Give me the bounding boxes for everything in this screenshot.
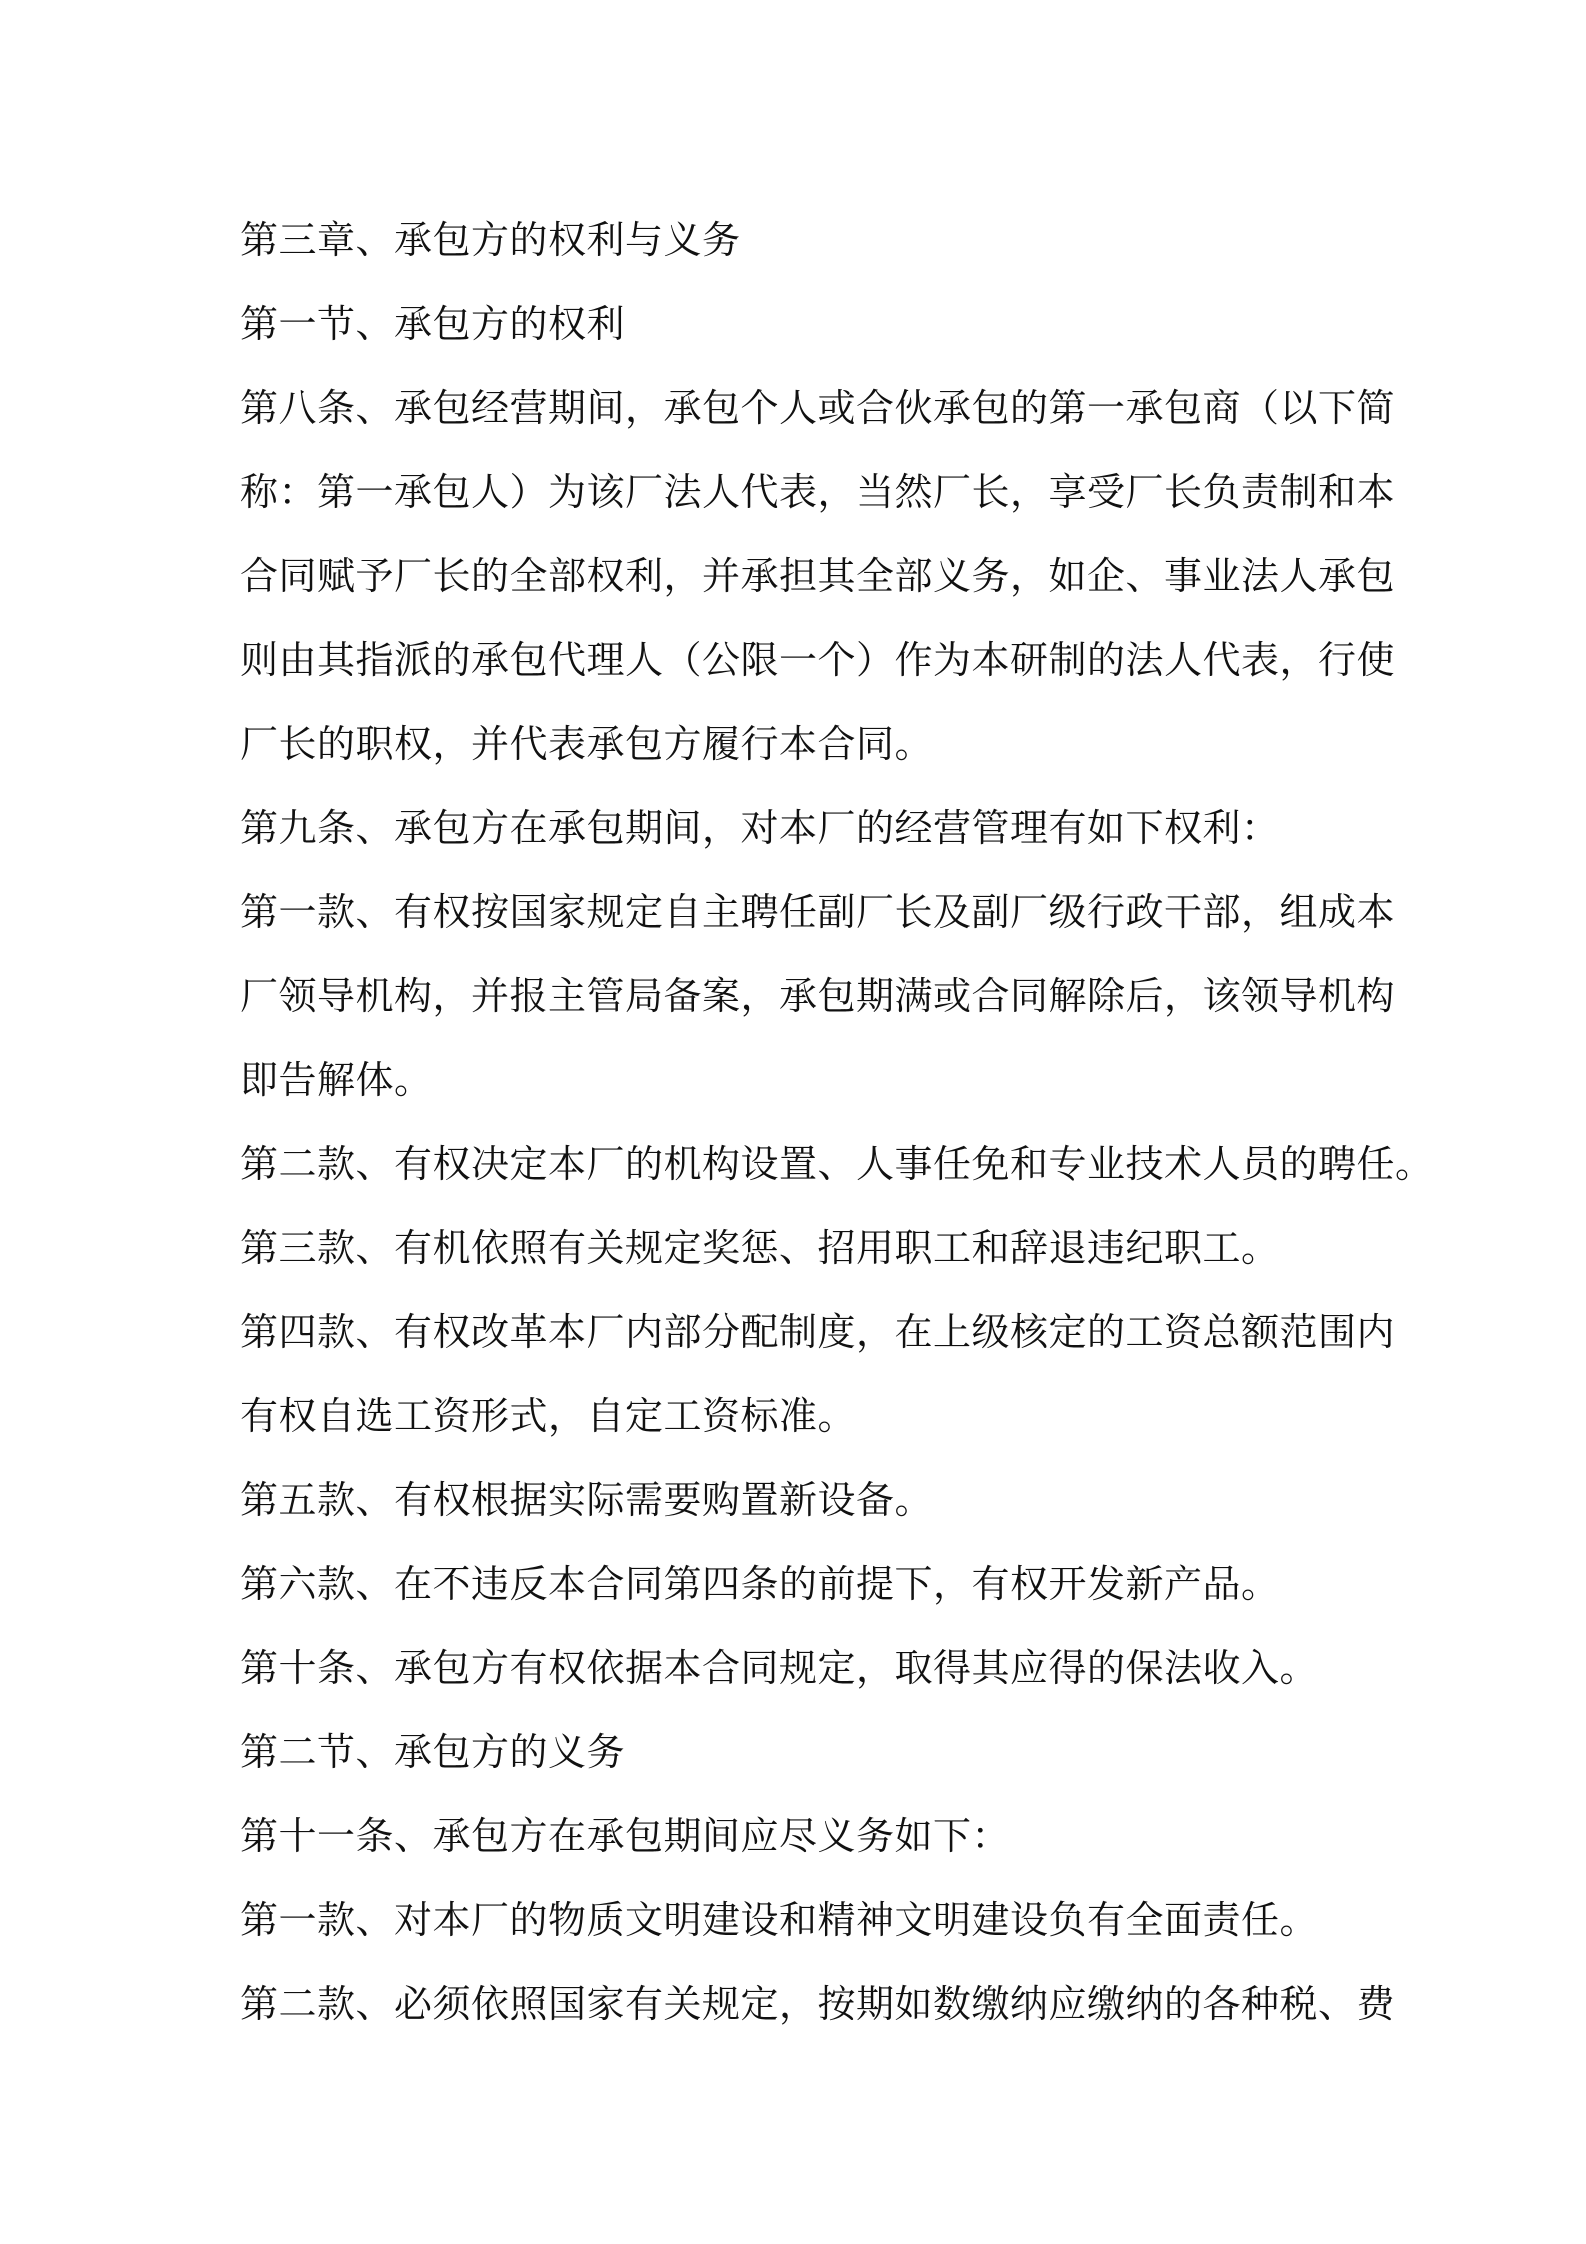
paragraph-line: 第十一条、承包方在承包期间应尽义务如下： (240, 1814, 1011, 1858)
section-heading: 第一节、承包方的权利 (240, 302, 626, 346)
document-body (240, 198, 1434, 2046)
paragraph-line: 即告解体。 (240, 1058, 433, 1102)
paragraph-line: 称：第一承包人）为该厂法人代表，当然厂长，享受厂长负责制和本 (240, 470, 1396, 514)
paragraph-line: 厂长的职权，并代表承包方履行本合同。 (240, 722, 934, 766)
paragraph-line: 厂领导机构，并报主管局备案，承包期满或合同解除后，该领导机构 (240, 974, 1396, 1018)
paragraph-line: 第二款、有权决定本厂的机构设置、人事任免和专业技术人员的聘任。 (240, 1142, 1434, 1186)
section-heading: 第二节、承包方的义务 (240, 1730, 626, 1774)
paragraph-line: 第二款、必须依照国家有关规定，按期如数缴纳应缴纳的各种税、费 (240, 1982, 1396, 2026)
paragraph-line: 第三款、有机依照有关规定奖惩、招用职工和辞退违纪职工。 (240, 1226, 1280, 1270)
paragraph-line: 第四款、有权改革本厂内部分配制度，在上级核定的工资总额范围内 (240, 1310, 1396, 1354)
paragraph-line: 则由其指派的承包代理人（公限一个）作为本研制的法人代表，行使 (240, 638, 1396, 682)
paragraph-line: 第九条、承包方在承包期间，对本厂的经营管理有如下权利： (240, 806, 1280, 850)
paragraph-line: 合同赋予厂长的全部权利，并承担其全部义务，如企、事业法人承包 (240, 554, 1396, 598)
paragraph-line: 第十条、承包方有权依据本合同规定，取得其应得的保法收入。 (240, 1646, 1319, 1690)
chapter-heading: 第三章、承包方的权利与义务 (240, 218, 741, 262)
paragraph-line: 第六款、在不违反本合同第四条的前提下，有权开发新产品。 (240, 1562, 1280, 1606)
paragraph-line: 第八条、承包经营期间，承包个人或合伙承包的第一承包商（以下简 (240, 386, 1396, 430)
paragraph-line: 第一款、对本厂的物质文明建设和精神文明建设负有全面责任。 (240, 1898, 1319, 1942)
paragraph-line: 第一款、有权按国家规定自主聘任副厂长及副厂级行政干部，组成本 (240, 890, 1396, 934)
paragraph-line: 有权自选工资形式，自定工资标准。 (240, 1394, 857, 1438)
paragraph-line: 第五款、有权根据实际需要购置新设备。 (240, 1478, 934, 1522)
